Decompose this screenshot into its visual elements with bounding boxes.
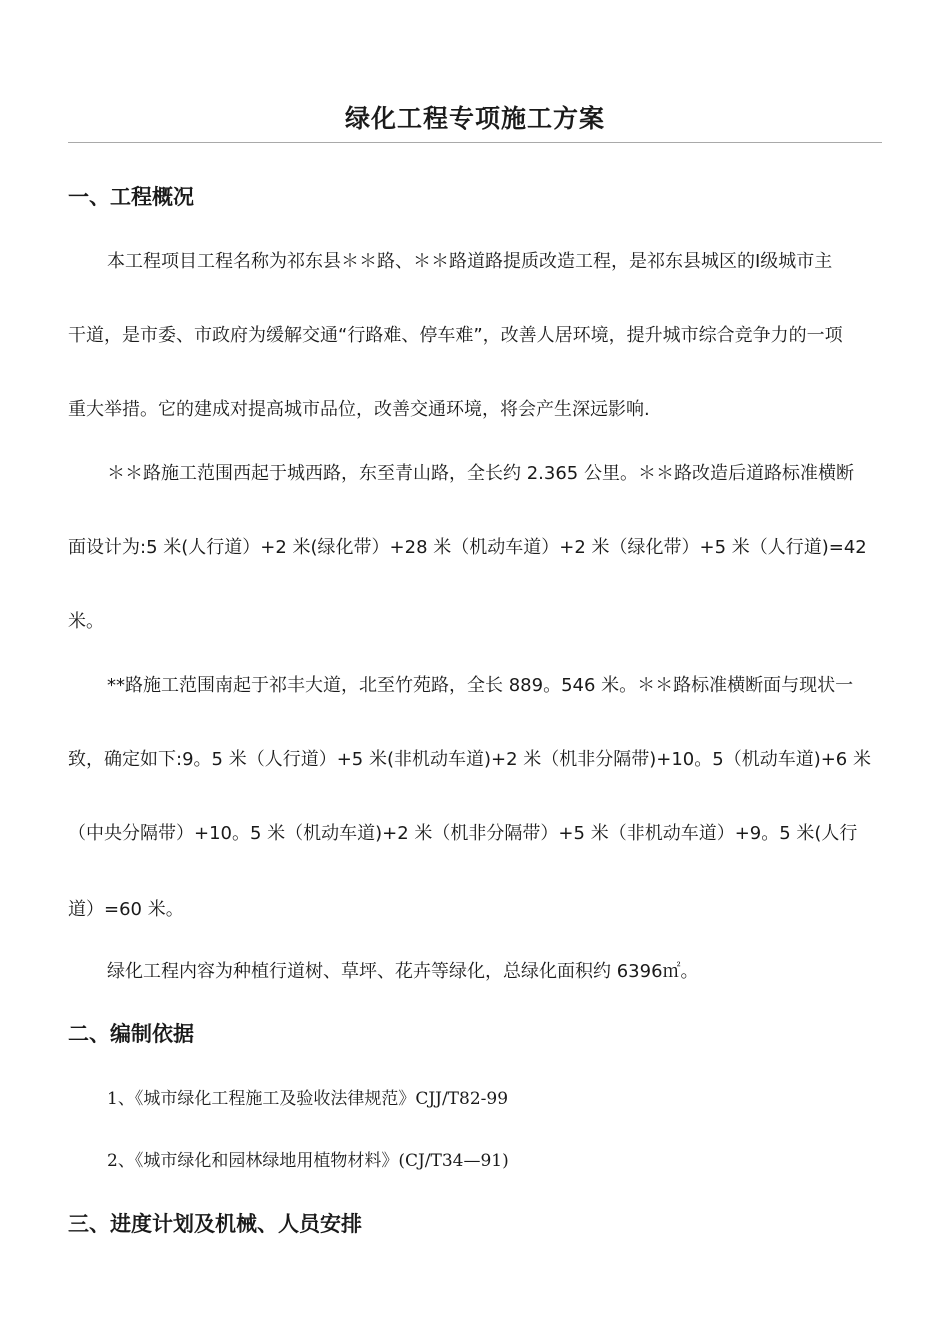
section-heading-schedule: 三、进度计划及机械、人员安排 <box>68 1212 362 1236</box>
paragraph-line: 致，确定如下:9。5 米（人行道）+5 米(非机动车道)+2 米（机非分隔带)+10。5（机动车道)+6 米 <box>68 749 871 770</box>
paragraph-line: 米。 <box>68 611 104 632</box>
paragraph-line: 重大举措。它的建成对提高城市品位，改善交通环境，将会产生深远影响. <box>68 399 650 420</box>
paragraph-line: （中央分隔带）+10。5 米（机动车道)+2 米（机非分隔带）+5 米（非机动车道）+9。5 米(人行 <box>68 823 858 844</box>
paragraph-line: 干道，是市委、市政府为缓解交通“行路难、停车难”，改善人居环境，提升城市综合竞争力的一项 <box>68 325 843 346</box>
section-heading-basis: 二、编制依据 <box>68 1022 194 1046</box>
section-heading-overview: 一、工程概况 <box>68 185 194 209</box>
paragraph-line: 面设计为:5 米(人行道）+2 米(绿化带）+28 米（机动车道）+2 米（绿化带）+5 米（人行道)=42 <box>68 537 867 558</box>
document-title: 绿化工程专项施工方案 <box>344 104 605 133</box>
paragraph-line: 道）=60 米。 <box>68 899 184 920</box>
reference-item: 2、《城市绿化和园林绿地用植物材料》(CJ/T34—91) <box>107 1151 509 1171</box>
reference-item: 1、《城市绿化工程施工及验收法律规范》CJJ/T82-99 <box>107 1089 509 1109</box>
title-divider <box>68 142 882 143</box>
paragraph-line: 本工程项目工程名称为祁东县＊＊路、＊＊路道路提质改造工程，是祁东县城区的Ⅰ级城市主 <box>107 251 833 272</box>
paragraph-line: ＊＊路施工范围西起于城西路，东至青山路，全长约 2.365 公里。＊＊路改造后道路标准横断 <box>107 463 854 484</box>
paragraph-line: 绿化工程内容为种植行道树、草坪、花卉等绿化，总绿化面积约 6396㎡。 <box>107 961 699 982</box>
paragraph-line: **路施工范围南起于祁丰大道，北至竹苑路，全长 889。546 米。＊＊路标准横断面与现状一 <box>107 675 854 696</box>
